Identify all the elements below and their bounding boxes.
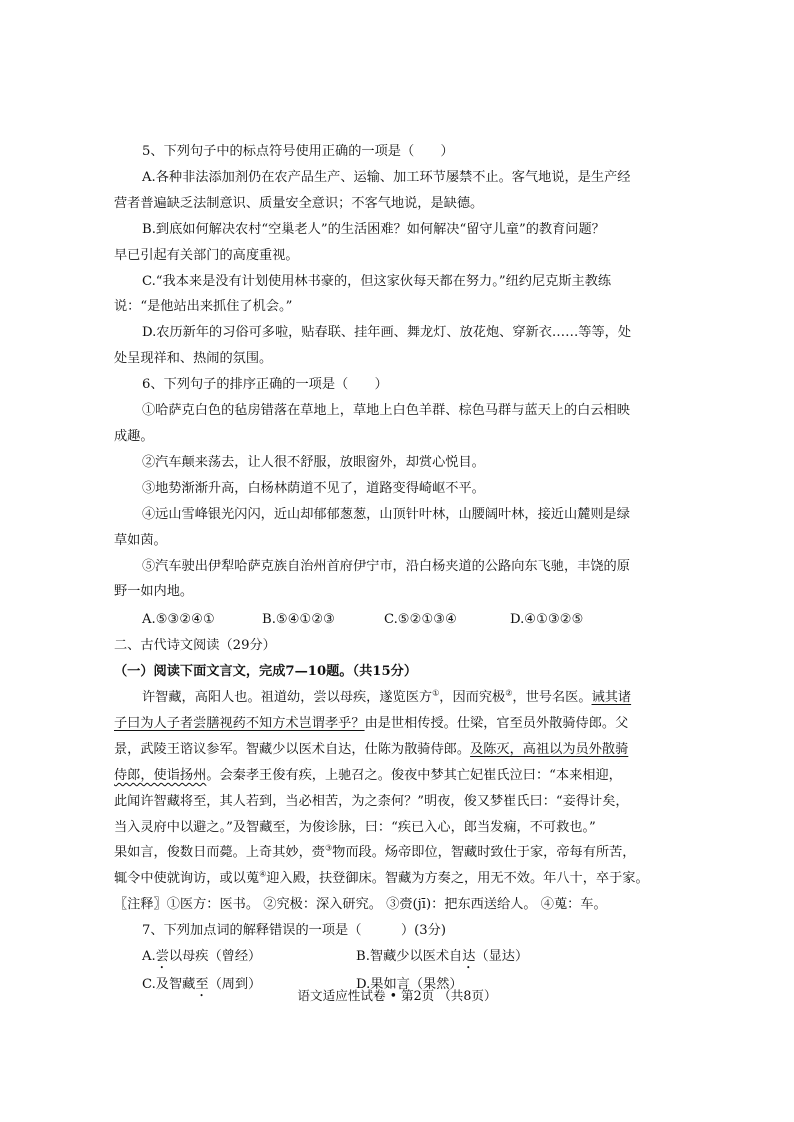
q6-sentence-4-line1: ④远山雪峰银光闪闪，近山却郁郁葱葱，山顶针叶林，山腰阔叶林，接近山麓则是绿 — [142, 506, 630, 522]
q5-option-b-line1: B.到底如何解决农村“空巢老人”的生活困难？如何解决“留守儿童”的教育问题？ — [142, 221, 605, 237]
underlined-sentence-cont: 子曰为人子者尝膳视药不知方术岂谓孝乎？ — [114, 715, 365, 731]
q6-sentence-1-line1: ①哈萨克白色的毡房错落在草地上，草地上白色羊群、棕色马群与蓝天上的白云相映 — [142, 403, 630, 419]
wavy-underlined-phrase: 侍郎，使诣扬州 — [114, 767, 207, 783]
q5-stem: 5、下列句子中的标点符号使用正确的一项是（ ） — [142, 144, 454, 159]
q7-option-d: D.果如言（果然） — [356, 977, 463, 993]
passage-line-3: 景，武陵王谘议参军。智藏少以医术自达，仕陈为散骑侍郎。及陈灭，高祖以为员外散骑 — [114, 741, 629, 757]
page-footer: 语文适应性试卷 • 第2页 （共8页） — [297, 988, 497, 1003]
q6-option-b: B.⑤④①②③ — [262, 612, 335, 628]
q6-sentence-5-line1: ⑤汽车驶出伊犁哈萨克族自治州首府伊宁市，沿白杨夹道的公路向东飞驰，丰饶的原 — [142, 558, 630, 574]
passage-line-2: 子曰为人子者尝膳视药不知方术岂谓孝乎？由是世相传授。仕梁，官至员外散骑侍郎。父 — [114, 715, 629, 731]
subsection-title: （一）阅读下面文言文，完成7—10题。（共15分） — [114, 664, 418, 680]
q6-option-c: C.⑤②①③④ — [384, 612, 457, 628]
q5-option-c-line2: 说：“是他站出来抓住了机会。” — [114, 299, 293, 315]
section-title: 二、古代诗文阅读（29分） — [114, 638, 276, 654]
q5-option-b-line2: 早已引起有关部门的高度重视。 — [114, 247, 299, 263]
q6-stem: 6、下列句子的排序正确的一项是（ ） — [142, 377, 388, 393]
passage-line-4: 侍郎，使诣扬州。会秦孝王俊有疾，上驰召之。俊夜中梦其亡妃崔氏泣曰：“本来相迎， — [114, 767, 622, 783]
passage-line-5: 此闻许智藏将至，其人若到，当必相苦，为之柰何？”明夜，俊又梦崔氏曰：“妾得计矣， — [114, 793, 629, 809]
q5-option-c-line1: C.“我本来是没有计划使用林书豪的，但这家伙每天都在努力。”纽约尼克斯主教练 — [142, 273, 612, 289]
q6-options — [142, 607, 690, 633]
q6-sentence-4-line2: 草如茵。 — [114, 532, 167, 548]
q7-option-b: B.智藏少以医术自达（显达） — [356, 949, 529, 965]
q6-sentence-2: ②汽车颠来荡去，让人很不舒服，放眼窗外，却赏心悦目。 — [142, 454, 485, 470]
q7-option-c: C.及智藏至（周到） — [142, 977, 262, 993]
q6-sentence-1-line2: 成趣。 — [114, 428, 154, 444]
q6-option-a: A.⑤③②④① — [142, 612, 215, 628]
passage-line-1: 许智藏，高阳人也。祖道幼，尝以母疾，遂览医方①，因而究极②，世号名医。诫其诸 — [142, 688, 632, 706]
q5-option-d-line2: 处呈现祥和、热闹的氛围。 — [114, 351, 273, 367]
q5-option-a-line1: A.各种非法添加剂仍在农产品生产、运输、加工环节屡禁不止。客气地说，是生产经 — [142, 169, 631, 185]
q6-sentence-5-line2: 野一如内地。 — [114, 584, 194, 600]
q7-stem: 7、下列加点词的解释错误的一项是（ ）(3分) — [142, 923, 447, 939]
underlined-sentence: 诫其诸 — [591, 690, 632, 706]
passage-notes: 〖注释〗①医方：医书。 ②究极：深入研究。 ③赍(jī)：把东西送给人。 ④蒐：车。 — [114, 897, 607, 913]
q5-option-d-line1: D.农历新年的习俗可多啦，贴春联、挂年画、舞龙灯、放花炮、穿新衣……等等，处 — [142, 325, 632, 341]
passage-line-8: 辄令中使就询访，或以蒐④迎入殿，扶登御床。智藏为方奏之，用无不效。年八十，卒于家。 — [114, 869, 649, 887]
passage-line-7: 果如言，俊数日而薨。上奇其妙，赍③物而段。炀帝即位，智藏时致仕于家，帝每有所苦， — [114, 844, 636, 861]
passage-line-6: 当入灵府中以避之。”及智藏至，为俊诊脉，曰：“疾已入心，郎当发痫，不可救也。” — [114, 819, 596, 835]
exam-content — [114, 139, 690, 1000]
q5-option-a-line2: 营者普遍缺乏法制意识、质量安全意识；不客气地说，是缺德。 — [114, 195, 484, 211]
underlined-phrase: 及陈灭，高祖以为员外散骑 — [470, 741, 629, 757]
q6-option-d: D.④①③②⑤ — [510, 612, 584, 628]
q7-option-a: A.尝以母疾（曾经） — [142, 949, 262, 965]
q6-sentence-3: ③地势渐渐升高，白杨林荫道不见了，道路变得崎岖不平。 — [142, 480, 485, 496]
